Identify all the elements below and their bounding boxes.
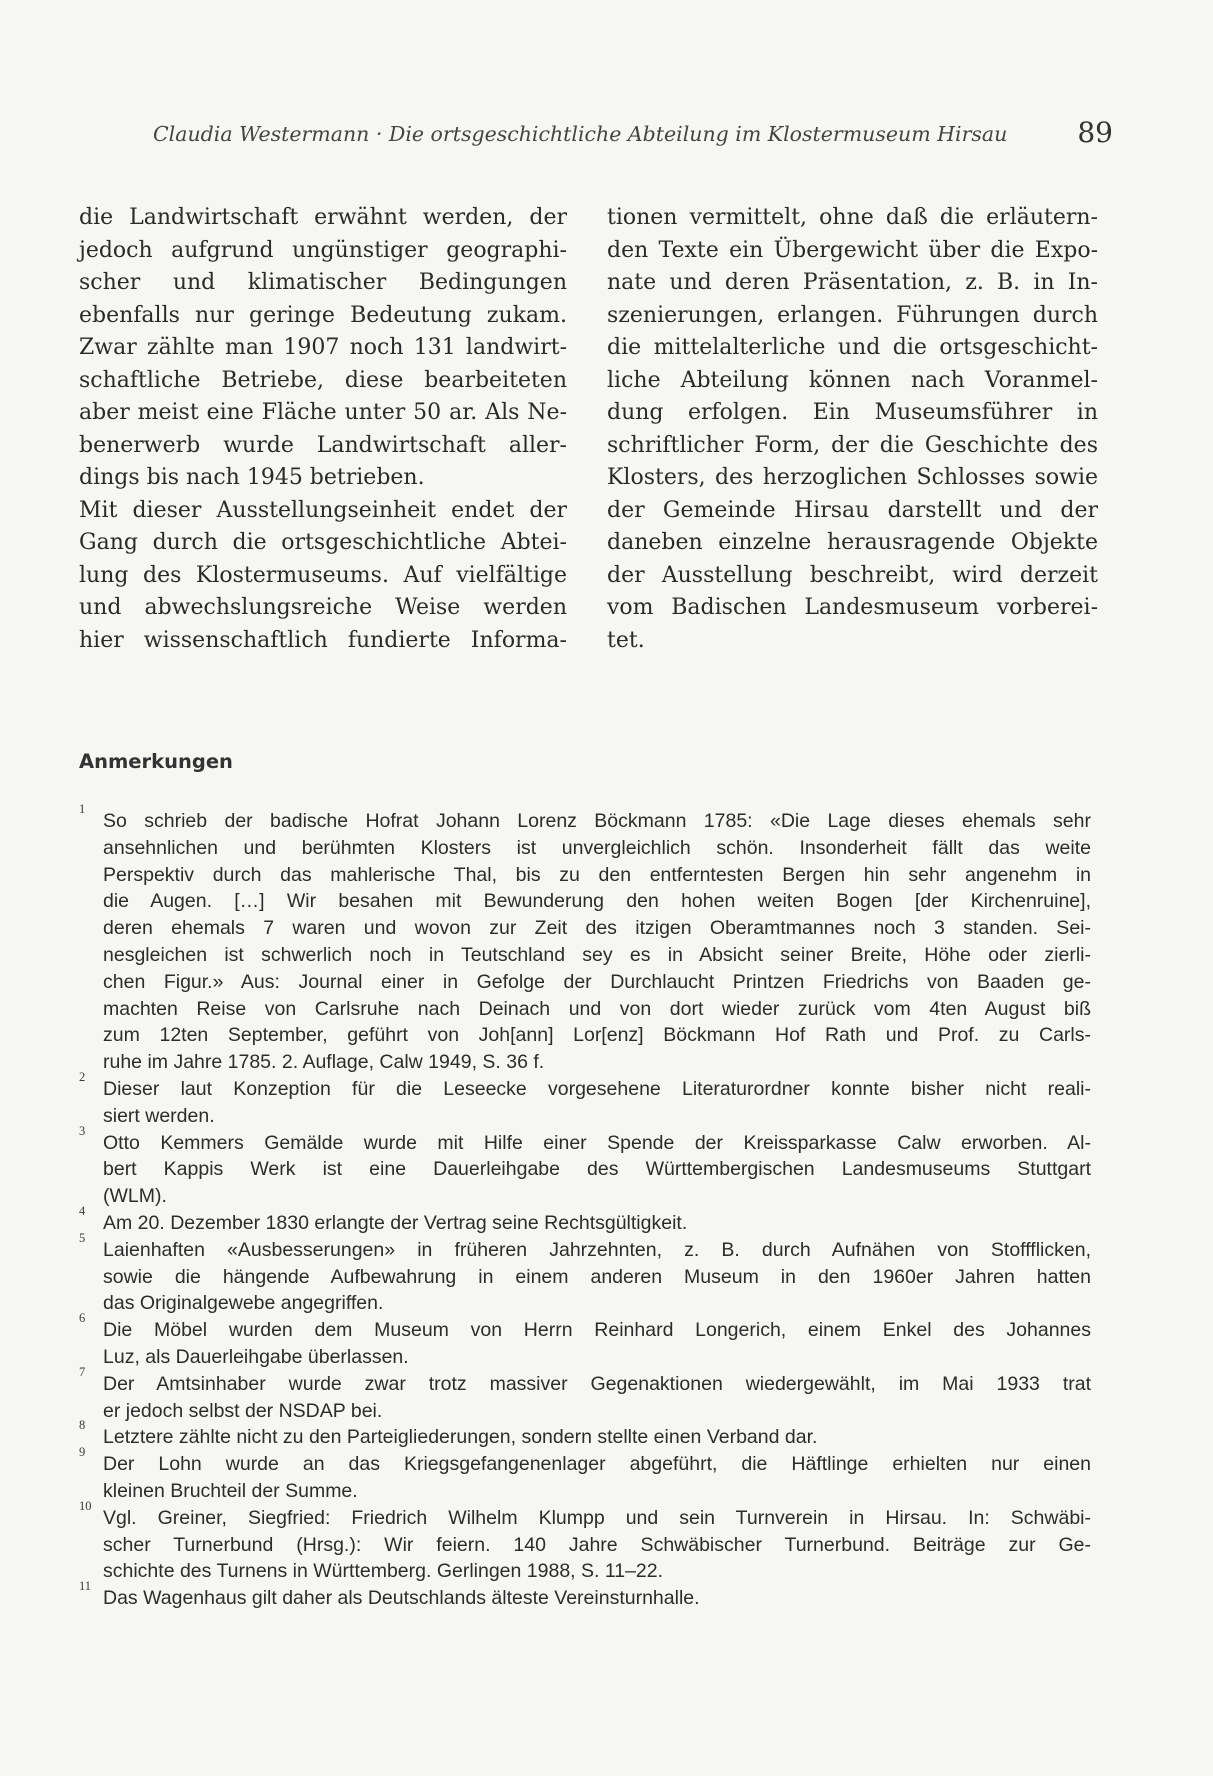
endnote bbox=[79, 1311, 1091, 1371]
endnote-text bbox=[103, 1424, 1091, 1451]
endnote-number: 1 bbox=[79, 802, 86, 816]
endnote-line: Der Amtsinhaber wurde zwar trotz massiver Gegenaktionen wiedergewählt, im Mai 1933 trat bbox=[103, 1372, 1091, 1395]
endnote-text bbox=[103, 1237, 1091, 1317]
body-line: der Ausstellung beschreibt, wird derzeit bbox=[607, 562, 1098, 588]
endnote-line: bert Kappis Werk ist eine Dauerleihgabe des Württembergischen Landesmuseums Stuttgart bbox=[103, 1158, 1091, 1181]
endnote-line: kleinen Bruchteil der Summe. bbox=[103, 1479, 358, 1502]
endnote-line: das Originalgewebe angegriffen. bbox=[103, 1292, 384, 1315]
endnote-line: chen Figur.» Aus: Journal einer in Gefolge der Durchlaucht Printzen Friedrichs von Baaden ge- bbox=[103, 970, 1091, 993]
endnote-line: siert werden. bbox=[103, 1104, 215, 1127]
body-line: den Texte ein Übergewicht über die Expo- bbox=[607, 237, 1098, 263]
endnote-text bbox=[103, 808, 1091, 1076]
endnote-line: Vgl. Greiner, Siegfried: Friedrich Wilhelm Klumpp und sein Turnverein in Hirsau. In: Schwäbi- bbox=[103, 1506, 1091, 1529]
endnote-line: Das Wagenhaus gilt daher als Deutschlands älteste Vereinsturnhalle. bbox=[103, 1587, 700, 1610]
endnote-text bbox=[103, 1371, 1091, 1425]
endnote-number: 7 bbox=[79, 1364, 86, 1379]
endnote bbox=[79, 802, 1091, 1076]
body-line: vom Badischen Landesmuseum vorberei- bbox=[607, 595, 1098, 620]
endnote bbox=[79, 1498, 1091, 1585]
body-line: Mit dieser Ausstellungseinheit endet der bbox=[79, 497, 567, 523]
endnote bbox=[79, 1418, 1091, 1451]
endnote-line: scher Turnerbund (Hrsg.): Wir feiern. 140 Jahre Schwäbischer Turnerbund. Beiträge zur Ge- bbox=[103, 1533, 1091, 1556]
endnote-text bbox=[103, 1585, 1091, 1612]
body-line: benerwerb wurde Landwirtschaft aller- bbox=[79, 432, 567, 458]
endnote-number: 10 bbox=[79, 1498, 92, 1513]
endnotes bbox=[79, 802, 1091, 1612]
endnote bbox=[79, 1445, 1091, 1505]
endnote-number: 5 bbox=[79, 1230, 86, 1245]
endnote bbox=[79, 1203, 1091, 1237]
body-line: die Landwirtschaft erwähnt werden, der bbox=[79, 205, 567, 230]
body-line: Klosters, des herzoglichen Schlosses sowie bbox=[607, 465, 1098, 490]
endnote-line: deren ehemals 7 waren und wovon zur Zeit des itzigen Oberamtmannes noch 3 standen. Sei- bbox=[103, 917, 1091, 940]
body-column-right bbox=[607, 202, 1098, 657]
endnote-line: Otto Kemmers Gemälde wurde mit Hilfe einer Spende der Kreissparkasse Calw erworben. Al- bbox=[103, 1131, 1091, 1154]
endnote-line: Am 20. Dezember 1830 erlangte der Vertrag seine Rechtsgültigkeit. bbox=[103, 1211, 688, 1234]
body-line: tionen vermittelt, ohne daß die erläutern- bbox=[607, 205, 1098, 230]
endnote-line: Dieser laut Konzeption für die Leseecke vorgesehene Literaturordner konnte bisher nicht reali- bbox=[103, 1077, 1091, 1100]
endnote-text bbox=[103, 1505, 1091, 1585]
endnote bbox=[79, 1123, 1091, 1210]
body-line: nate und deren Präsentation, z. B. in In- bbox=[607, 270, 1098, 295]
endnote-line: schichte des Turnens in Württemberg. Gerlingen 1988, S. 11–22. bbox=[103, 1560, 664, 1583]
body-line: Zwar zählte man 1907 noch 131 landwirt- bbox=[79, 335, 567, 360]
body-line: und abwechslungsreiche Weise werden bbox=[79, 595, 567, 620]
body-line: schriftlicher Form, der die Geschichte des bbox=[607, 432, 1098, 458]
endnote-line: die Augen. […] Wir besahen mit Bewunderung den hohen weiten Bogen [der Kirchenruine], bbox=[103, 890, 1091, 913]
endnote-line: Luz, als Dauerleihgabe überlassen. bbox=[103, 1345, 409, 1368]
body-column-left bbox=[79, 202, 567, 657]
endnote-line: Laienhaften «Ausbesserungen» in früheren Jahrzehnten, z. B. durch Aufnähen von Stoffflicken, bbox=[103, 1238, 1091, 1261]
body-line: jedoch aufgrund ungünstiger geographi- bbox=[79, 237, 567, 263]
body-line: daneben einzelne herausragende Objekte bbox=[607, 530, 1098, 555]
endnote bbox=[79, 1364, 1091, 1425]
endnote-line: zum 12ten September, geführt von Joh[ann] Lor[enz] Böckmann Hof Rath und Prof. zu Carls- bbox=[103, 1024, 1091, 1047]
endnote-text bbox=[103, 1210, 1091, 1237]
notes-heading: Anmerkungen bbox=[79, 750, 233, 773]
endnote-line: er jedoch selbst der NSDAP bei. bbox=[103, 1399, 383, 1422]
endnote-line: Letztere zählte nicht zu den Parteigliederungen, sondern stellte einen Verband dar. bbox=[103, 1426, 818, 1449]
body-line: Gang durch die ortsgeschichtliche Abtei- bbox=[79, 530, 567, 555]
body-line: die mittelalterliche und die ortsgeschicht- bbox=[607, 335, 1098, 360]
endnote-line: (WLM). bbox=[103, 1185, 167, 1208]
body-line: szenierungen, erlangen. Führungen durch bbox=[607, 302, 1098, 328]
body-line: liche Abteilung können nach Voranmel- bbox=[607, 367, 1098, 393]
endnote-line: Die Möbel wurden dem Museum von Herrn Reinhard Longerich, einem Enkel des Johannes bbox=[103, 1319, 1091, 1342]
body-line: lung des Klostermuseums. Auf vielfältige bbox=[79, 562, 567, 588]
endnote-number: 8 bbox=[79, 1418, 86, 1433]
endnote-number: 9 bbox=[79, 1445, 86, 1460]
endnote bbox=[79, 1579, 1091, 1612]
endnote-line: Perspektiv durch das mahlerische Thal, bis zu den entferntesten Bergen hin sehr angenehm in bbox=[103, 863, 1091, 886]
endnote-number: 6 bbox=[79, 1311, 86, 1326]
endnote-text bbox=[103, 1451, 1091, 1505]
endnote-line: nesgleichen ist schwerlich noch in Teutschland sey es in Absicht seiner Breite, Höhe oder zierli- bbox=[103, 943, 1091, 966]
endnote-text bbox=[103, 1317, 1091, 1371]
endnote-text bbox=[103, 1130, 1091, 1210]
endnote-line: sowie die hängende Aufbewahrung in einem anderen Museum in den 1960er Jahren hatten bbox=[103, 1265, 1091, 1288]
endnote-line: So schrieb der badische Hofrat Johann Lorenz Böckmann 1785: «Die Lage dieses ehemals sehr bbox=[103, 810, 1091, 832]
page-number: 89 bbox=[1077, 116, 1113, 149]
endnote-line: ansehnlichen und berühmten Klosters ist unvergleichlich schön. Insonderheit fällt das weite bbox=[103, 836, 1091, 859]
body-line: dings bis nach 1945 betrieben. bbox=[79, 465, 425, 490]
body-line: ebenfalls nur geringe Bedeutung zukam. bbox=[79, 302, 567, 328]
running-head bbox=[153, 112, 1113, 152]
body-line: hier wissenschaftlich fundierte Informa- bbox=[79, 627, 567, 653]
running-title: Claudia Westermann · Die ortsgeschichtliche Abteilung im Klostermuseum Hirsau bbox=[153, 122, 1008, 146]
body-line: dung erfolgen. Ein Museumsführer in bbox=[607, 400, 1098, 425]
endnote-number: 3 bbox=[79, 1123, 86, 1138]
endnote-line: ruhe im Jahre 1785. 2. Auflage, Calw 1949, S. 36 f. bbox=[103, 1051, 545, 1074]
endnote bbox=[79, 1069, 1091, 1130]
body-line: scher und klimatischer Bedingungen bbox=[79, 270, 567, 295]
endnote-line: Der Lohn wurde an das Kriegsgefangenenlager abgeführt, die Häftlinge erhielten nur einen bbox=[103, 1453, 1091, 1476]
endnote-number: 2 bbox=[79, 1069, 86, 1084]
endnote-line: machten Reise von Carlsruhe nach Deinach und von dort wieder zurück vom 4ten August biß bbox=[103, 997, 1091, 1020]
body-line: aber meist eine Fläche unter 50 ar. Als Ne- bbox=[79, 400, 567, 425]
endnote bbox=[79, 1230, 1091, 1317]
body-line: schaftliche Betriebe, diese bearbeiteten bbox=[79, 367, 567, 393]
endnote-number: 4 bbox=[79, 1203, 86, 1218]
endnote-text bbox=[103, 1076, 1091, 1130]
endnote-number: 11 bbox=[79, 1579, 92, 1594]
body-line: tet. bbox=[607, 627, 645, 653]
body-line: der Gemeinde Hirsau darstellt und der bbox=[607, 497, 1098, 523]
